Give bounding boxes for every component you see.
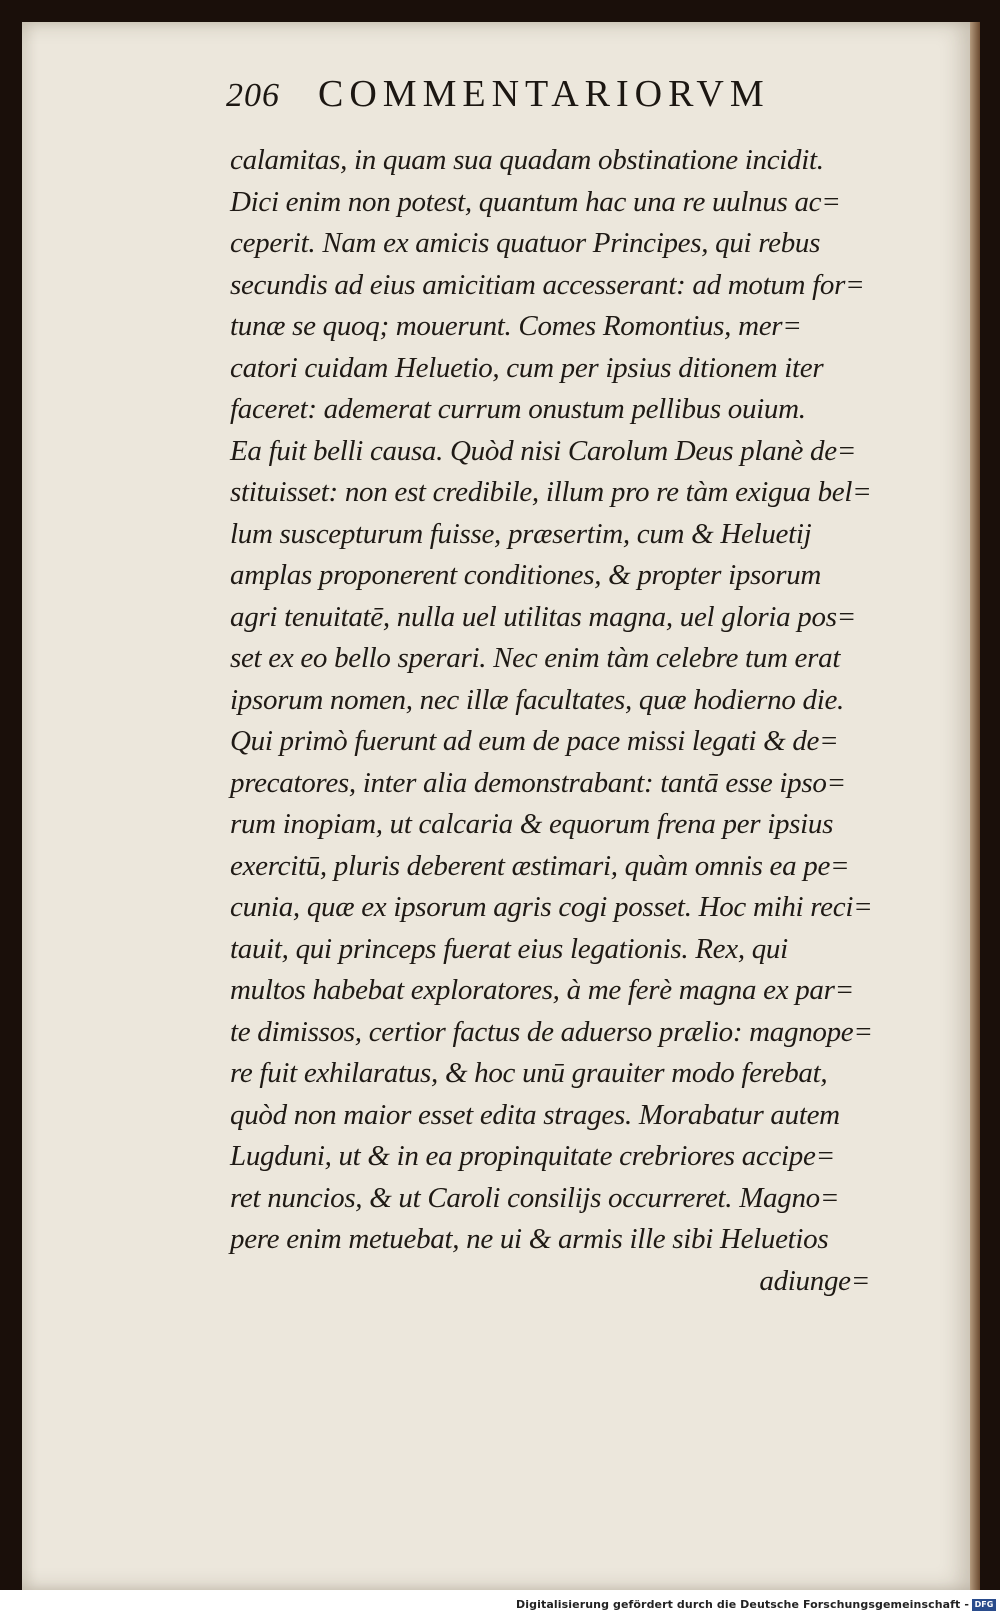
text-line: pere enim metuebat, ne ui & armis ille sibi Heluetios (230, 1223, 829, 1255)
text-line: set ex eo bello sperari. Nec enim tàm celebre tum erat (230, 642, 841, 674)
text-line: tunæ se quoq; mouerunt. Comes Romontius, mer= (230, 310, 802, 342)
text-line: ret nuncios, & ut Caroli consilijs occurreret. Magno= (230, 1181, 840, 1214)
text-line: re fuit exhilaratus, & hoc unū grauiter modo ferebat, (230, 1057, 828, 1089)
text-line: exercitū, pluris deberent æstimari, quàm omnis ea pe= (230, 849, 850, 882)
text-line: faceret: ademerat currum onustum pellibus ouium. (230, 393, 806, 425)
text-line: Ea fuit belli causa. Quòd nisi Carolum Deus planè de= (230, 434, 857, 467)
page-number: 206 (226, 77, 280, 114)
text-line: ipsorum nomen, nec illæ facultates, quæ hodierno die. (230, 683, 844, 716)
text-line: cunia, quæ ex ipsorum agris cogi posset. Hoc mihi reci= (230, 891, 873, 923)
footer-bar (0, 1590, 1000, 1619)
text-line: tauit, qui princeps fuerat eius legationis. Rex, qui (230, 932, 788, 965)
text-line: te dimissos, certior factus de aduerso prælio: magnope= (230, 1015, 873, 1048)
text-line: quòd non maior esset edita strages. Morabatur autem (230, 1098, 840, 1131)
text-line: Dici enim non potest, quantum hac una re uulnus ac= (230, 185, 841, 218)
text-line: rum inopiam, ut calcaria & equorum frena per ipsius (230, 808, 834, 840)
text-line: Lugduni, ut & in ea propinquitate crebriores accipe= (230, 1140, 835, 1172)
text-line: precatores, inter alia demonstrabant: tantā esse ipso= (230, 766, 846, 799)
text-line: secundis ad eius amicitiam accesserant: ad motum for= (230, 268, 865, 301)
funding-credit: Digitalisierung gefördert durch die Deutsche Forschungsgemeinschaft - (516, 1598, 969, 1611)
text-line: catori cuidam Heluetio, cum per ipsius ditionem iter (230, 351, 824, 384)
text-line: calamitas, in quam sua quadam obstinatione incidit. (230, 144, 824, 176)
page-header (226, 72, 846, 128)
text-line: agri tenuitatē, nulla uel utilitas magna, uel gloria pos= (230, 600, 856, 633)
text-line: ceperit. Nam ex amicis quatuor Principes, qui rebus (230, 227, 821, 259)
running-head: COMMENTARIORVM (318, 73, 770, 115)
body-text (230, 140, 910, 1302)
text-line: Qui primò fuerunt ad eum de pace missi legati & de= (230, 725, 839, 757)
text-line: lum suscepturum fuisse, præsertim, cum & Heluetij (230, 517, 812, 550)
text-line: amplas proponerent conditiones, & propter ipsorum (230, 559, 822, 591)
text-line: stituisset: non est credibile, illum pro re tàm exigua bel= (230, 476, 872, 508)
dfg-logo: DFG (972, 1599, 996, 1611)
catchword: adiunge= (759, 1264, 870, 1297)
page-edge-shadow (970, 22, 980, 1590)
text-line: multos habebat exploratores, à me ferè magna ex par= (230, 974, 854, 1006)
